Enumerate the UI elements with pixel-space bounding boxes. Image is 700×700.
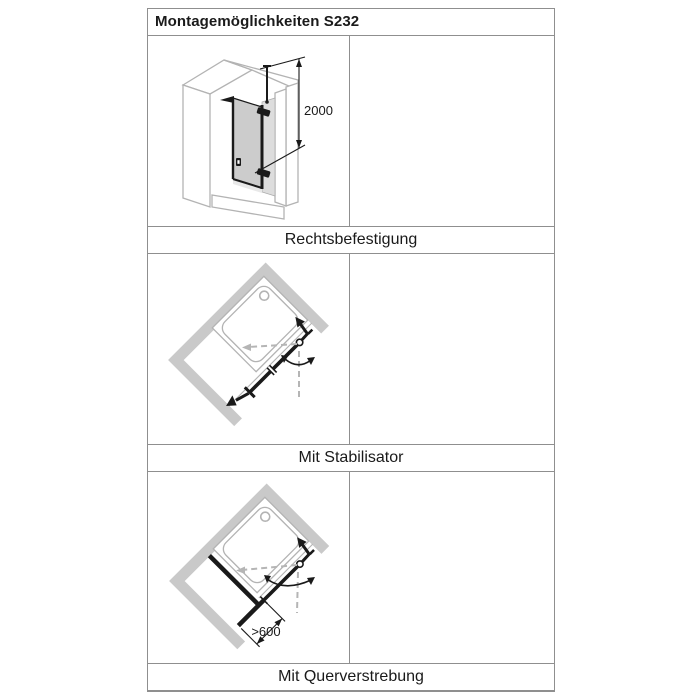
section-stabilizer (148, 254, 554, 444)
diagram-cell-crossbrace (148, 472, 350, 663)
dimension-600-label: >600 (251, 624, 281, 639)
section-crossbrace (148, 472, 554, 663)
empty-cell-3 (350, 472, 554, 663)
label-crossbrace: Mit Querverstrebung (148, 663, 554, 691)
crossbrace-top-view-diagram (148, 472, 350, 663)
mounting-options-table (147, 8, 555, 692)
label-right-mounting: Rechtsbefestigung (148, 226, 554, 254)
shower-niche-isometric-diagram (148, 36, 350, 226)
stabilizer-top-view-diagram (148, 254, 350, 444)
swing-arc-arrow (267, 579, 311, 586)
empty-cell-1 (350, 36, 554, 226)
page-title: Montagemöglichkeiten S232 (148, 9, 554, 36)
top-pivot-bracket (220, 96, 234, 103)
diagram-cell-right-mounting (148, 36, 350, 226)
section-right-mounting (148, 36, 554, 226)
dimension-2000-label: 2000 (304, 103, 333, 118)
label-stabilizer: Mit Stabilisator (148, 444, 554, 472)
empty-cell-2 (350, 254, 554, 444)
diagram-cell-stabilizer (148, 254, 350, 444)
